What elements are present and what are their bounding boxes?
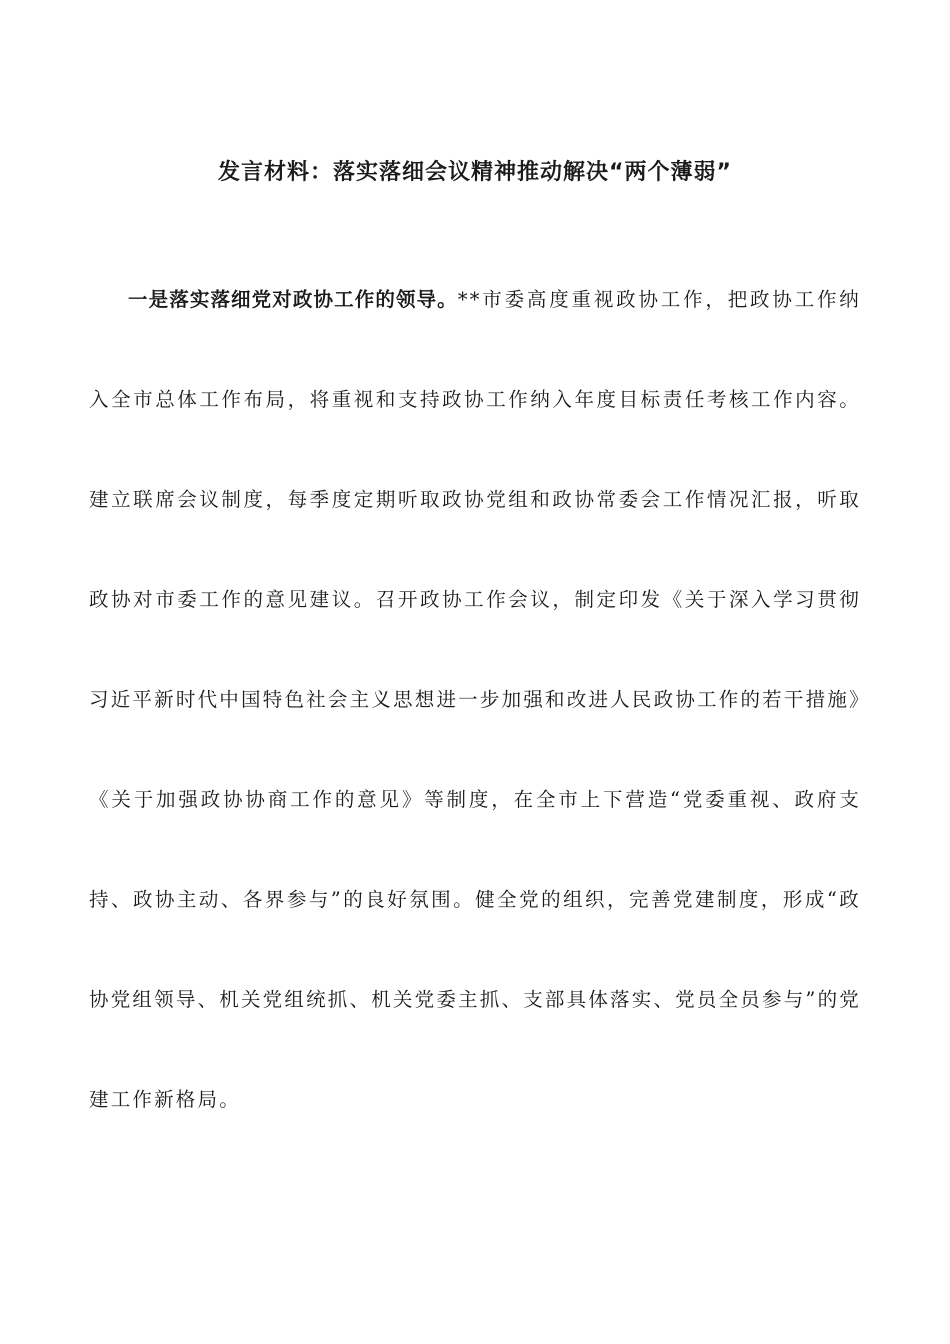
paragraph-lead: 一是落实落细党对政协工作的领导。 <box>128 288 458 311</box>
body-paragraph <box>89 250 861 1150</box>
paragraph-body: **市委高度重视政协工作，把政协工作纳入全市总体工作布局，将重视和支持政协工作纳入年度目标责任考核工作内容。建立联席会议制度，每季度定期听取政协党组和政协常委会工作情况汇报，听取政协对市委工作的意见建议。召开政协工作会议，制定印发《关于深入学习贯彻习近平新时代中国特色社会主义思想进一步加强和改进人民政协工作的若干措施》《关于加强政协协商工作的意见》等制度，在全市上下营造“党委重视、政府支持、政协主动、各界参与”的良好氛围。健全党的组织，完善党建制度，形成“政协党组领导、机关党组统抓、机关党委主抓、支部具体落实、党员全员参与”的党建工作新格局。 <box>89 288 861 1111</box>
document-title: 发言材料：落实落细会议精神推动解决“两个薄弱” <box>218 160 732 185</box>
